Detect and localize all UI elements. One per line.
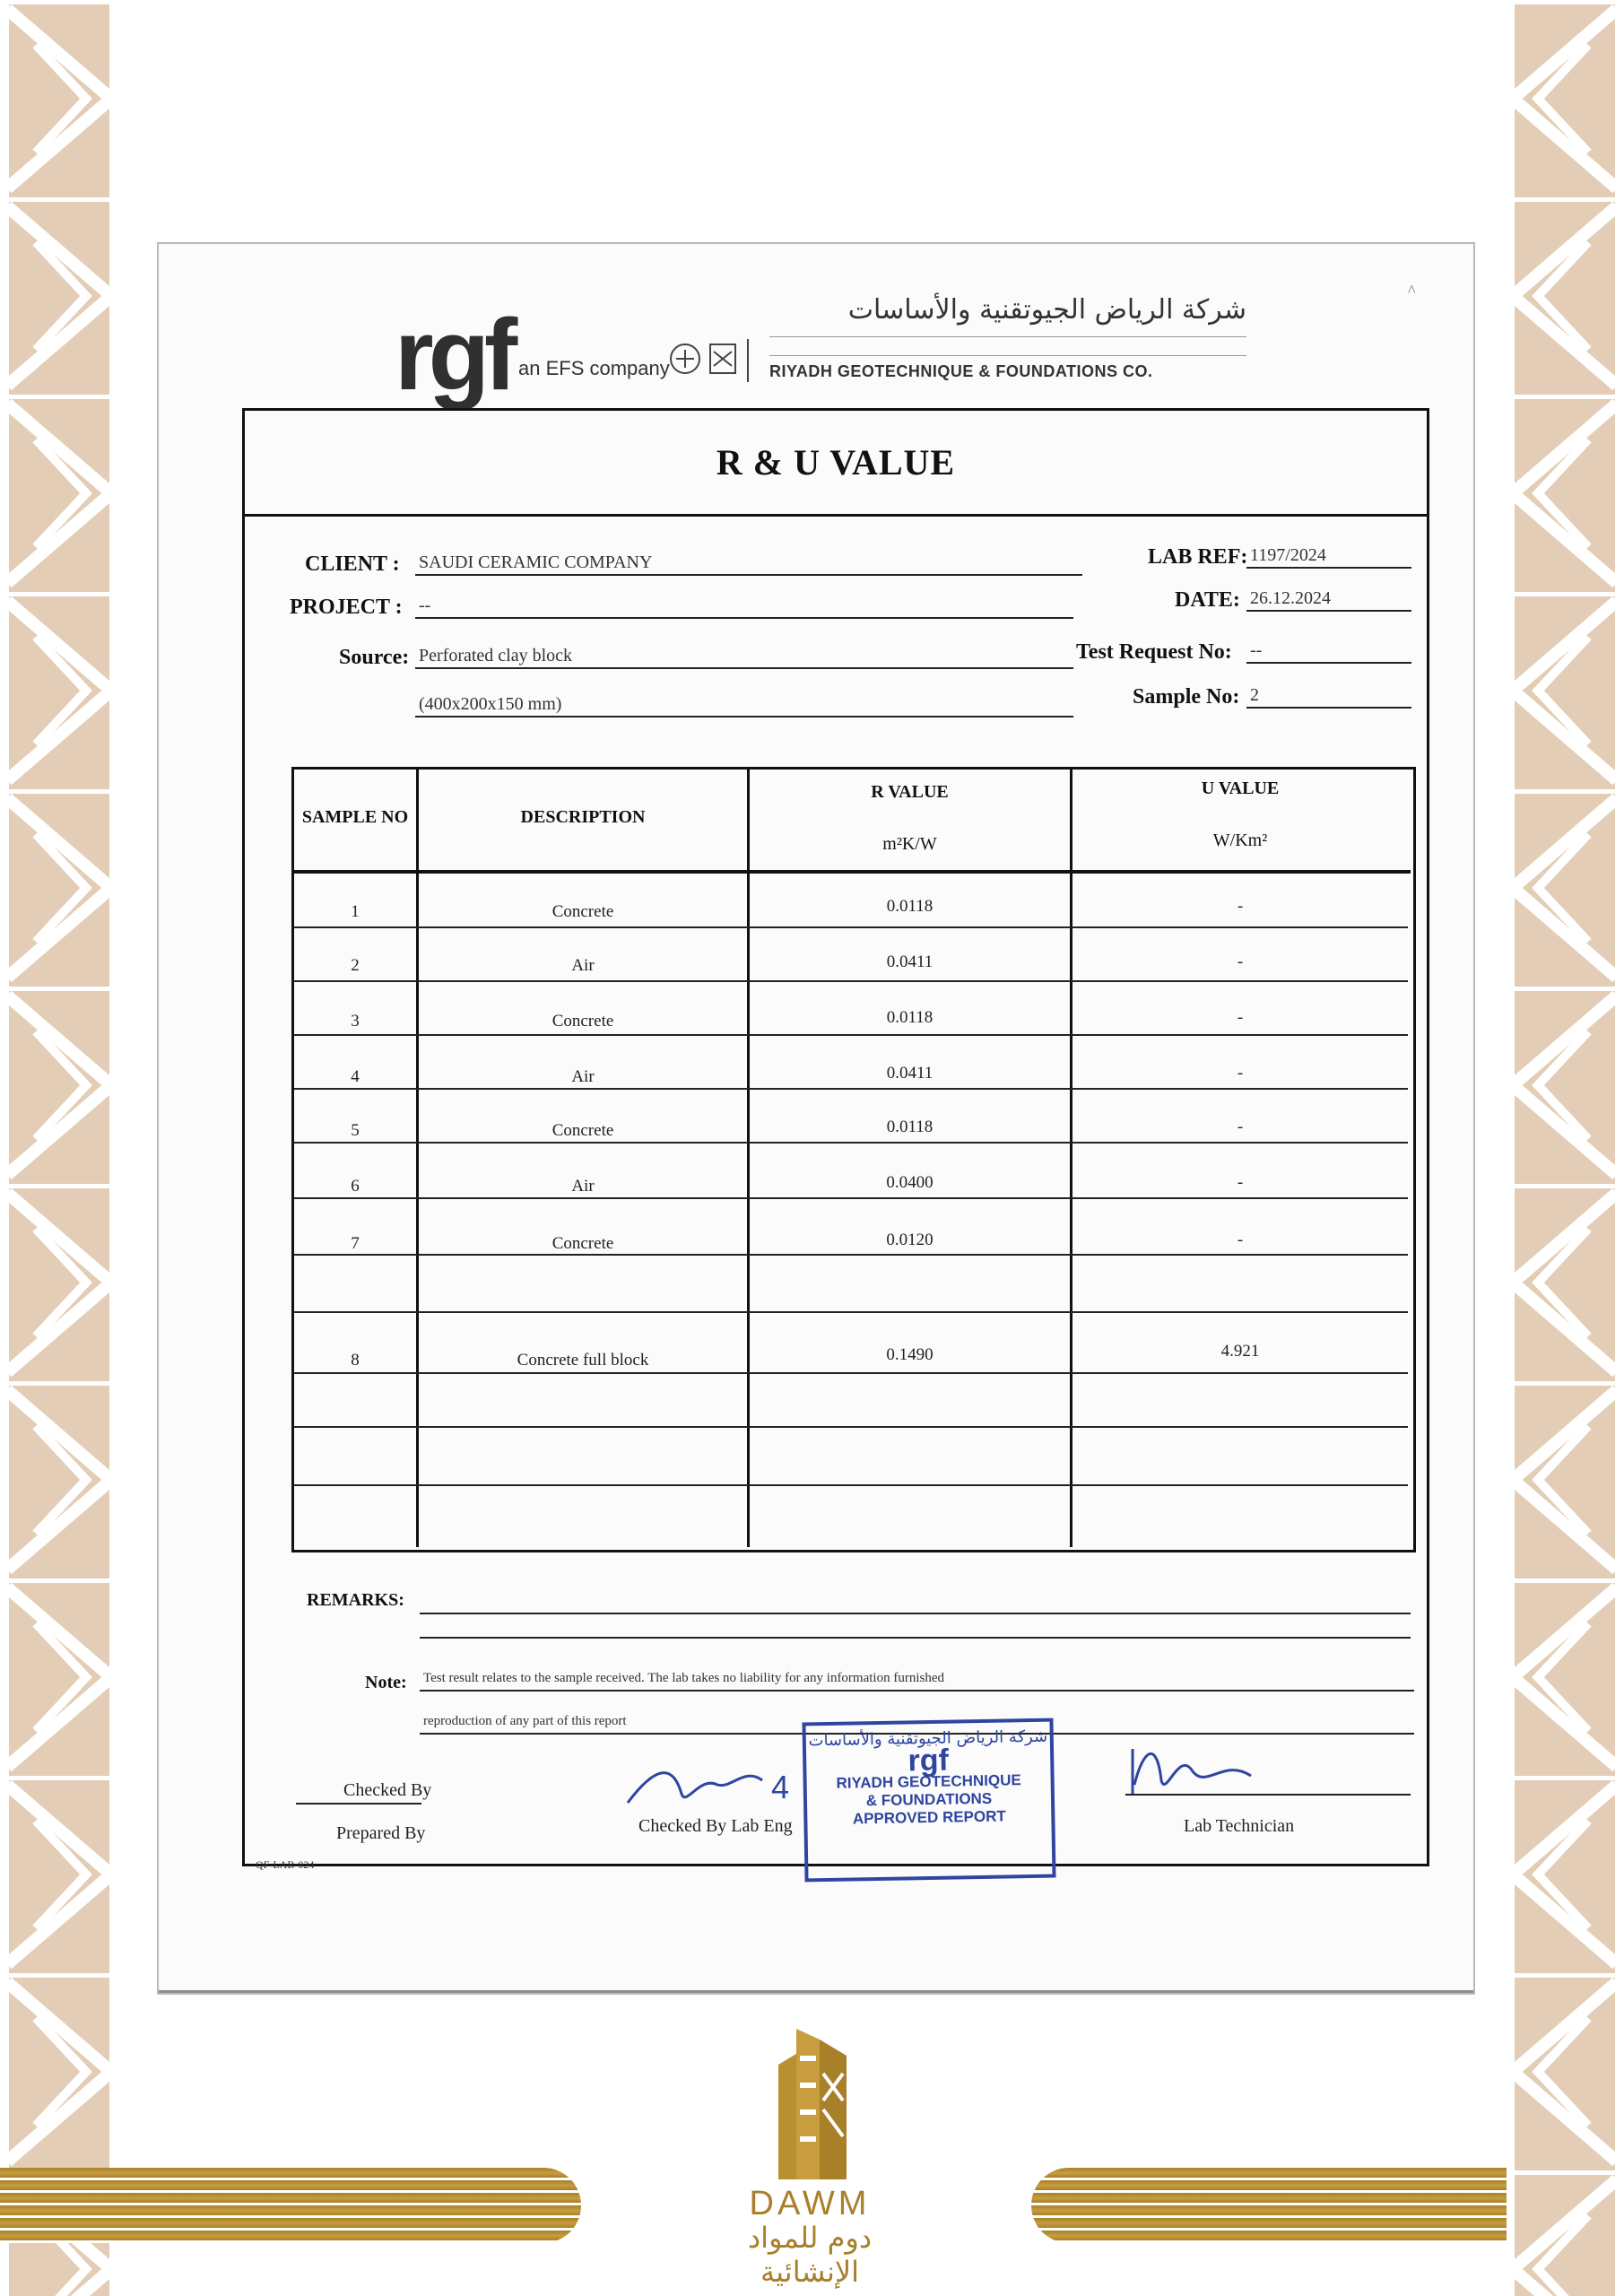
signature-prepared-by: Prepared By [336,1823,426,1843]
dawm-brand-latin: DAWM [749,2185,871,2222]
table-row-line [294,1311,1408,1313]
table-row-line [294,1197,1408,1199]
signature-lab-engineer: Checked By Lab Eng [638,1816,793,1836]
client-value: SAUDI CERAMIC COMPANY [415,551,1082,576]
table-cell-sample-no: 3 [351,1012,360,1031]
table-cell-description: Air [571,956,595,975]
table-header-divider [291,870,1411,874]
signature-checked-by: Checked By [343,1780,432,1800]
table-cell-description: Concrete [551,902,614,921]
table-row-line [294,1142,1408,1144]
form-reference-code: QF-LAB-024 [256,1858,315,1871]
table-cell-sample-no: 7 [351,1234,360,1253]
project-label: PROJECT : [290,596,403,619]
table-cell-r-value: 0.0411 [886,1064,934,1083]
table-cell-sample-no: 5 [351,1121,360,1140]
date-label: DATE: [1175,588,1240,612]
table-cell-u-value: - [1237,1173,1244,1192]
table-cell-r-value: 0.0400 [886,1173,934,1192]
stamp-line-2: & FOUNDATIONS [865,1789,993,1810]
company-name-english: RIYADH GEOTECHNIQUE & FOUNDATIONS CO. [769,362,1153,380]
table-cell-sample-no: 1 [351,902,360,921]
table-cell-sample-no: 4 [351,1067,360,1086]
table-column-divider [416,767,419,1547]
table-cell-sample-no: 8 [351,1351,360,1370]
sample-no-label: Sample No: [1133,685,1240,709]
bottom-right-stripe-decoration [1031,2168,1507,2243]
table-cell-sample-no: 2 [351,956,360,975]
r-u-value-table [291,767,1416,1552]
source-label: Source: [339,646,410,669]
lab-ref-label: LAB REF: [1148,545,1248,569]
client-label: CLIENT : [305,552,400,576]
table-cell-r-value: 0.0411 [886,952,934,971]
approval-stamp [802,1718,1055,1883]
technician-signature-icon [1125,1731,1260,1803]
header-r-unit: m²K/W [882,834,937,854]
stamp-line-3: APPROVED REPORT [852,1807,1006,1828]
table-row-line [294,1254,1408,1256]
table-cell-u-value: - [1237,952,1244,971]
table-row-line [294,1484,1408,1486]
table-row-line [294,1372,1408,1374]
table-column-divider [747,767,750,1547]
table-cell-u-value: - [1237,897,1244,916]
stamp-line-1: RIYADH GEOTECHNIQUE [836,1771,1021,1792]
efs-subtitle: an EFS company [518,357,670,379]
certification-emblems-icon [665,334,764,387]
header-u-unit: W/Km² [1212,831,1268,850]
table-cell-r-value: 0.1490 [886,1345,934,1364]
test-request-label: Test Request No: [1076,640,1232,664]
page-mark: ^ [1408,282,1416,300]
table-cell-description: Concrete [551,1121,614,1140]
stamp-arabic-text: شركة الرياض الجيوتقنية والأساسات [808,1726,1048,1751]
header-description: DESCRIPTION [520,807,646,827]
table-column-divider [1070,767,1073,1547]
table-cell-u-value: - [1237,1118,1244,1136]
table-cell-u-value: 4.921 [1220,1342,1260,1361]
table-cell-description: Concrete [551,1012,614,1031]
signature-line [296,1803,421,1805]
remarks-line [420,1613,1411,1614]
dawm-brand-arabic: دوم للمواد الإنشائية [747,2221,873,2289]
report-title: R & U VALUE [245,411,1427,517]
table-row-line [294,926,1408,928]
table-row-line [294,1088,1408,1090]
left-decorative-border [0,0,118,2296]
stamp-logo: rgf [908,1743,950,1779]
header-sample-no: SAMPLE NO [301,807,409,827]
right-decorative-border [1506,0,1624,2296]
engineer-signature-icon [619,1758,807,1812]
table-cell-description: Concrete [551,1234,614,1253]
table-cell-u-value: - [1237,1008,1244,1027]
source-value-line-1: Perforated clay block [415,644,1073,669]
signature-lab-technician: Lab Technician [1184,1816,1295,1836]
lab-ref-value: 1197/2024 [1246,544,1411,569]
project-value: -- [415,594,1073,619]
test-request-value: -- [1246,639,1411,664]
table-cell-r-value: 0.0118 [886,1008,934,1027]
note-text-line-2: reproduction of any part of this report [420,1709,1414,1735]
table-cell-r-value: 0.0118 [886,897,934,916]
note-text-line-1: Test result relates to the sample received. The lab takes no liability for any information furnished [420,1666,1414,1692]
table-cell-sample-no: 6 [351,1177,360,1196]
table-cell-r-value: 0.0118 [886,1118,934,1136]
signature-line [1125,1794,1411,1796]
remarks-label: REMARKS: [307,1590,404,1610]
company-name-arabic: شركة الرياض الجيوتقنية والأساسات [847,294,1246,326]
table-row-line [294,1034,1408,1036]
table-cell-u-value: - [1237,1231,1244,1249]
table-cell-description: Air [571,1067,595,1086]
sample-no-value: 2 [1246,683,1411,709]
note-label: Note: [365,1673,407,1692]
table-cell-description: Air [571,1177,595,1196]
table-cell-r-value: 0.0120 [886,1231,934,1249]
svg-text:4: 4 [771,1769,790,1805]
bottom-left-stripe-decoration [0,2168,581,2243]
table-cell-u-value: - [1237,1064,1244,1083]
table-row-line [294,1426,1408,1428]
remarks-line [420,1637,1411,1639]
table-row-line [294,980,1408,982]
header-r-value: R VALUE [871,782,949,802]
rgf-logo: rgf [395,299,513,411]
source-value-line-2: (400x200x150 mm) [415,692,1073,718]
table-cell-description: Concrete full block [517,1351,649,1370]
date-value: 26.12.2024 [1246,587,1411,612]
header-u-value: U VALUE [1201,778,1280,798]
company-contact-strip [769,336,1246,356]
